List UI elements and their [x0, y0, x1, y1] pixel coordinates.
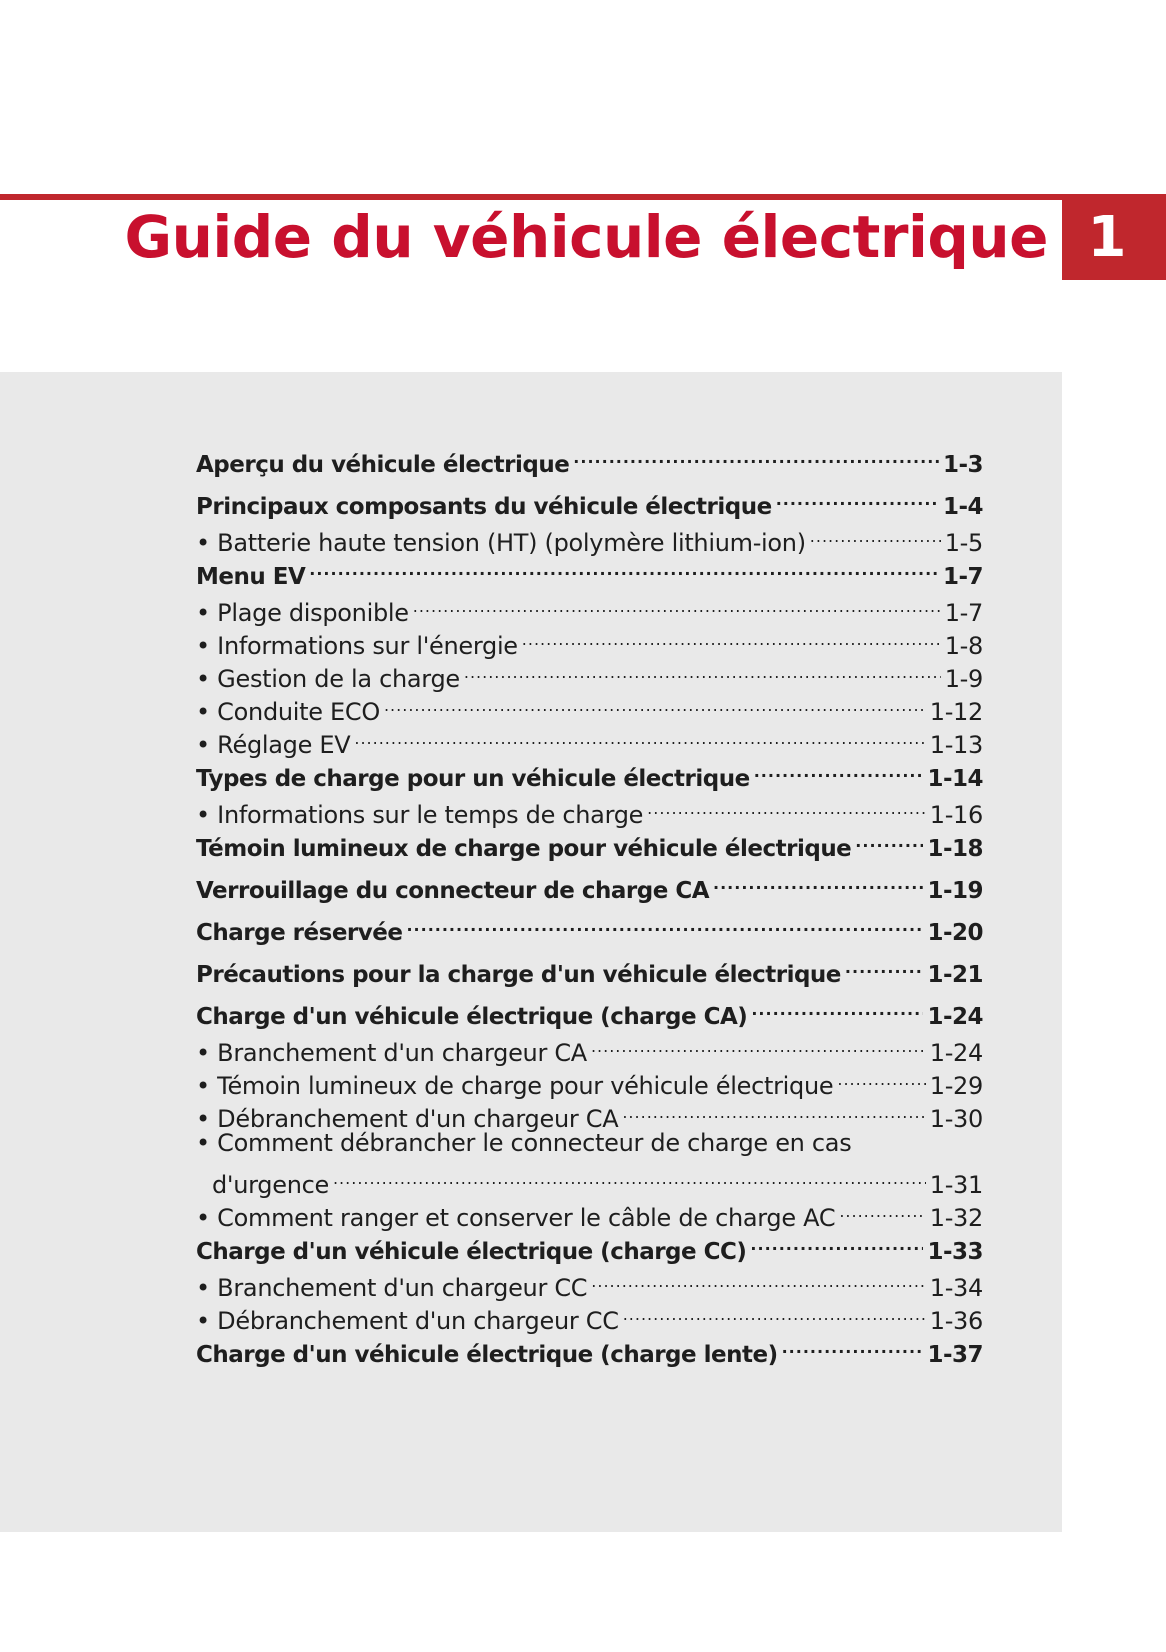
toc-entry-label: Verrouillage du connecteur de charge CA — [196, 878, 710, 904]
toc-entry-label: Charge d'un véhicule électrique (charge CC) — [196, 1239, 747, 1265]
toc-entry-label: Charge d'un véhicule électrique (charge lente) — [196, 1342, 778, 1368]
toc-entry-page: 1-19 — [927, 878, 983, 904]
dot-leader — [333, 1160, 926, 1193]
toc-entry-label: Charge d'un véhicule électrique (charge CA) — [196, 1004, 748, 1030]
toc-subentry[interactable] — [196, 1127, 983, 1160]
toc-entry-page: 1-7 — [942, 564, 983, 590]
toc-entry-page: 1-29 — [929, 1072, 983, 1100]
dot-leader — [591, 1028, 926, 1061]
toc-entry[interactable] — [196, 949, 983, 988]
dot-leader — [573, 439, 939, 472]
dot-leader — [623, 1296, 926, 1329]
toc-entry-label: • Informations sur l'énergie — [196, 632, 518, 660]
toc-entry-label: • Informations sur le temps de charge — [196, 801, 644, 829]
toc-entry-page: 1-8 — [944, 632, 983, 660]
toc-entry-label: • Branchement d'un chargeur CC — [196, 1274, 588, 1302]
toc-entry[interactable] — [196, 865, 983, 904]
dot-leader — [750, 1226, 923, 1259]
toc-entry-label: Principaux composants du véhicule électrique — [196, 494, 772, 520]
dot-leader — [713, 865, 923, 898]
toc-entry-label: • Batterie haute tension (HT) (polymère lithium-ion) — [196, 529, 806, 557]
toc-entry-label: • Débranchement d'un chargeur CC — [196, 1307, 619, 1335]
table-of-contents — [196, 439, 983, 1371]
toc-entry-page: 1-7 — [944, 599, 983, 627]
toc-entry-page: 1-4 — [942, 494, 983, 520]
toc-entry-page: 1-12 — [929, 698, 983, 726]
dot-leader — [855, 823, 923, 856]
toc-entry-page: 1-13 — [929, 731, 983, 759]
toc-entry-page: 1-9 — [944, 665, 983, 693]
toc-entry-page: 1-14 — [927, 766, 983, 792]
toc-entry-label: Menu EV — [196, 564, 306, 590]
toc-entry-page: 1-24 — [927, 1004, 983, 1030]
dot-leader — [810, 518, 941, 551]
toc-entry-page: 1-18 — [927, 836, 983, 862]
toc-entry-label: • Comment ranger et conserver le câble de charge AC — [196, 1204, 836, 1232]
toc-entry[interactable] — [196, 551, 983, 590]
toc-entry-label: Types de charge pour un véhicule électrique — [196, 766, 750, 792]
toc-entry[interactable] — [196, 439, 983, 478]
dot-leader — [464, 654, 941, 687]
toc-entry-page: 1-31 — [929, 1171, 983, 1199]
toc-entry-page: 1-3 — [942, 452, 983, 478]
toc-entry-page: 1-32 — [929, 1204, 983, 1232]
toc-entry-label: Aperçu du véhicule électrique — [196, 452, 570, 478]
dot-leader — [309, 551, 939, 584]
dot-leader — [782, 1329, 924, 1362]
dot-leader — [622, 1094, 925, 1127]
toc-entry-label: • Témoin lumineux de charge pour véhicule électrique — [196, 1072, 834, 1100]
toc-entry-page: 1-30 — [929, 1105, 983, 1133]
toc-entry-label-continued: d'urgence — [212, 1171, 329, 1199]
toc-entry-page: 1-5 — [944, 529, 983, 557]
toc-entry-label: • Gestion de la charge — [196, 665, 460, 693]
toc-entry-page: 1-34 — [929, 1274, 983, 1302]
toc-entry-label: • Conduite ECO — [196, 698, 380, 726]
dot-leader — [776, 481, 939, 514]
toc-entry-label: • Comment débrancher le connecteur de charge en cas — [196, 1129, 852, 1157]
dot-leader — [384, 687, 926, 720]
dot-leader — [522, 621, 941, 654]
chapter-title: Guide du véhicule électrique — [124, 203, 1048, 271]
dot-leader — [354, 720, 925, 753]
dot-leader — [845, 949, 924, 982]
toc-entry-label: Charge réservée — [196, 920, 403, 946]
toc-entry-page: 1-37 — [927, 1342, 983, 1368]
toc-entry-page: 1-20 — [927, 920, 983, 946]
dot-leader — [751, 991, 923, 1024]
toc-entry-page: 1-16 — [929, 801, 983, 829]
dot-leader — [839, 1193, 925, 1226]
toc-entry-label: • Plage disponible — [196, 599, 409, 627]
dot-leader — [837, 1061, 925, 1094]
toc-entry-page: 1-21 — [927, 962, 983, 988]
dot-leader — [406, 907, 923, 940]
toc-entry-page: 1-24 — [929, 1039, 983, 1067]
dot-leader — [754, 753, 924, 786]
toc-subentry-continuation[interactable] — [196, 1160, 983, 1199]
toc-entry-label: • Débranchement d'un chargeur CA — [196, 1105, 619, 1133]
toc-entry-label: Précautions pour la charge d'un véhicule électrique — [196, 962, 841, 988]
toc-entry-label: • Réglage EV — [196, 731, 351, 759]
dot-leader — [413, 588, 941, 621]
dot-leader — [591, 1263, 925, 1296]
chapter-number-tab: 1 — [1062, 200, 1166, 280]
toc-entry[interactable] — [196, 991, 983, 1030]
toc-entry-page: 1-33 — [927, 1239, 983, 1265]
toc-entry[interactable] — [196, 481, 983, 520]
toc-entry-page: 1-36 — [929, 1307, 983, 1335]
toc-entry-label: Témoin lumineux de charge pour véhicule électrique — [196, 836, 852, 862]
toc-subentry[interactable] — [196, 588, 983, 627]
dot-leader — [647, 790, 926, 823]
header-rule — [0, 194, 1166, 200]
toc-entry-label: • Branchement d'un chargeur CA — [196, 1039, 587, 1067]
toc-entry[interactable] — [196, 907, 983, 946]
